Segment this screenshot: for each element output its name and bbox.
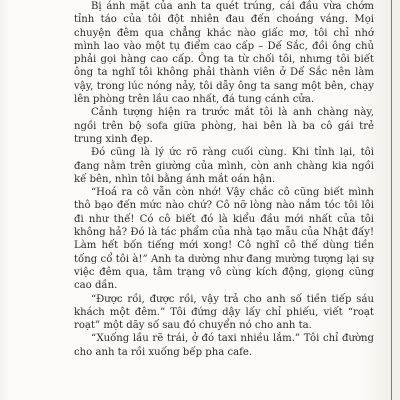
paragraph: “Được rồi, được rồi, vậy trả cho anh số tiền tiếp sáu khách một đêm.” Tôi đứng dậy lấy chỉ phiếu, viết “roạt roạt” một dãy số sau đó chuyển nó cho anh ta. <box>74 293 374 332</box>
paragraph: Cảnh tượng hiện ra trước mắt tôi là anh chàng này, ngồi trên bộ sofa giữa phòng, hai bên là ba cô gái trẻ trung xinh đẹp. <box>74 107 374 145</box>
paragraph: “Xuống lầu rẽ trái, ở đó taxi nhiều lắm.” Tôi chỉ đường cho anh ta rồi xuống bếp pha cafe. <box>74 333 374 358</box>
body-text <box>74 0 374 400</box>
page-edge-line <box>391 0 392 400</box>
paragraph: Bị ánh mặt của anh ta quét trúng, cái đầu vừa chớm tỉnh táo của tôi đột nhiên đau đến choáng váng. Mọi chuyện đêm qua chẳng khác nào giấc mơ, tôi chỉ nhớ mình lao vào một tụ điểm cao cấp – Dế Sắc, đồi ông chủ phải gọi hàng cao cấp. Ông ta từ chối tôi, nhưng tôi biết ông ta nghĩ tôi không phải thành viên ở Dế Sắc nên làm vậy, trong lúc nóng nảy, tôi dẫy ông ta sang một bên, chạy lên phòng trên lầu cao nhất, đá tung cánh cửa. <box>74 1 374 106</box>
paragraph: “Hoá ra cô vẫn còn nhớ! Vậy chắc cô cũng biết mình thô bạo đến mức nào chứ? Cô nỡ lòng nào nắm tóc tôi lôi đi như thế! Có cô biết đó là kiểu đầu mới nhất của tôi không hả? Đó là tác phẩm của nhà tạo mẫu của Nhật đấy! Làm hết bốn tiếng mới xong! Cô nghĩ cô thế dùng tiền tống cổ tôi à!” Anh ta dường như đang mường tượng lại sự việc đêm qua, tâm trạng vô cùng kích động, giọng cũng cao dần. <box>74 187 374 292</box>
paragraph: Đó cũng là lý ức rõ ràng cuối cùng. Khi tỉnh lại, tôi đang nằm trên giường của mình, còn anh chàng kia ngồi kế bên, nhìn tôi bằng ánh mắt oán hận. <box>74 147 374 185</box>
